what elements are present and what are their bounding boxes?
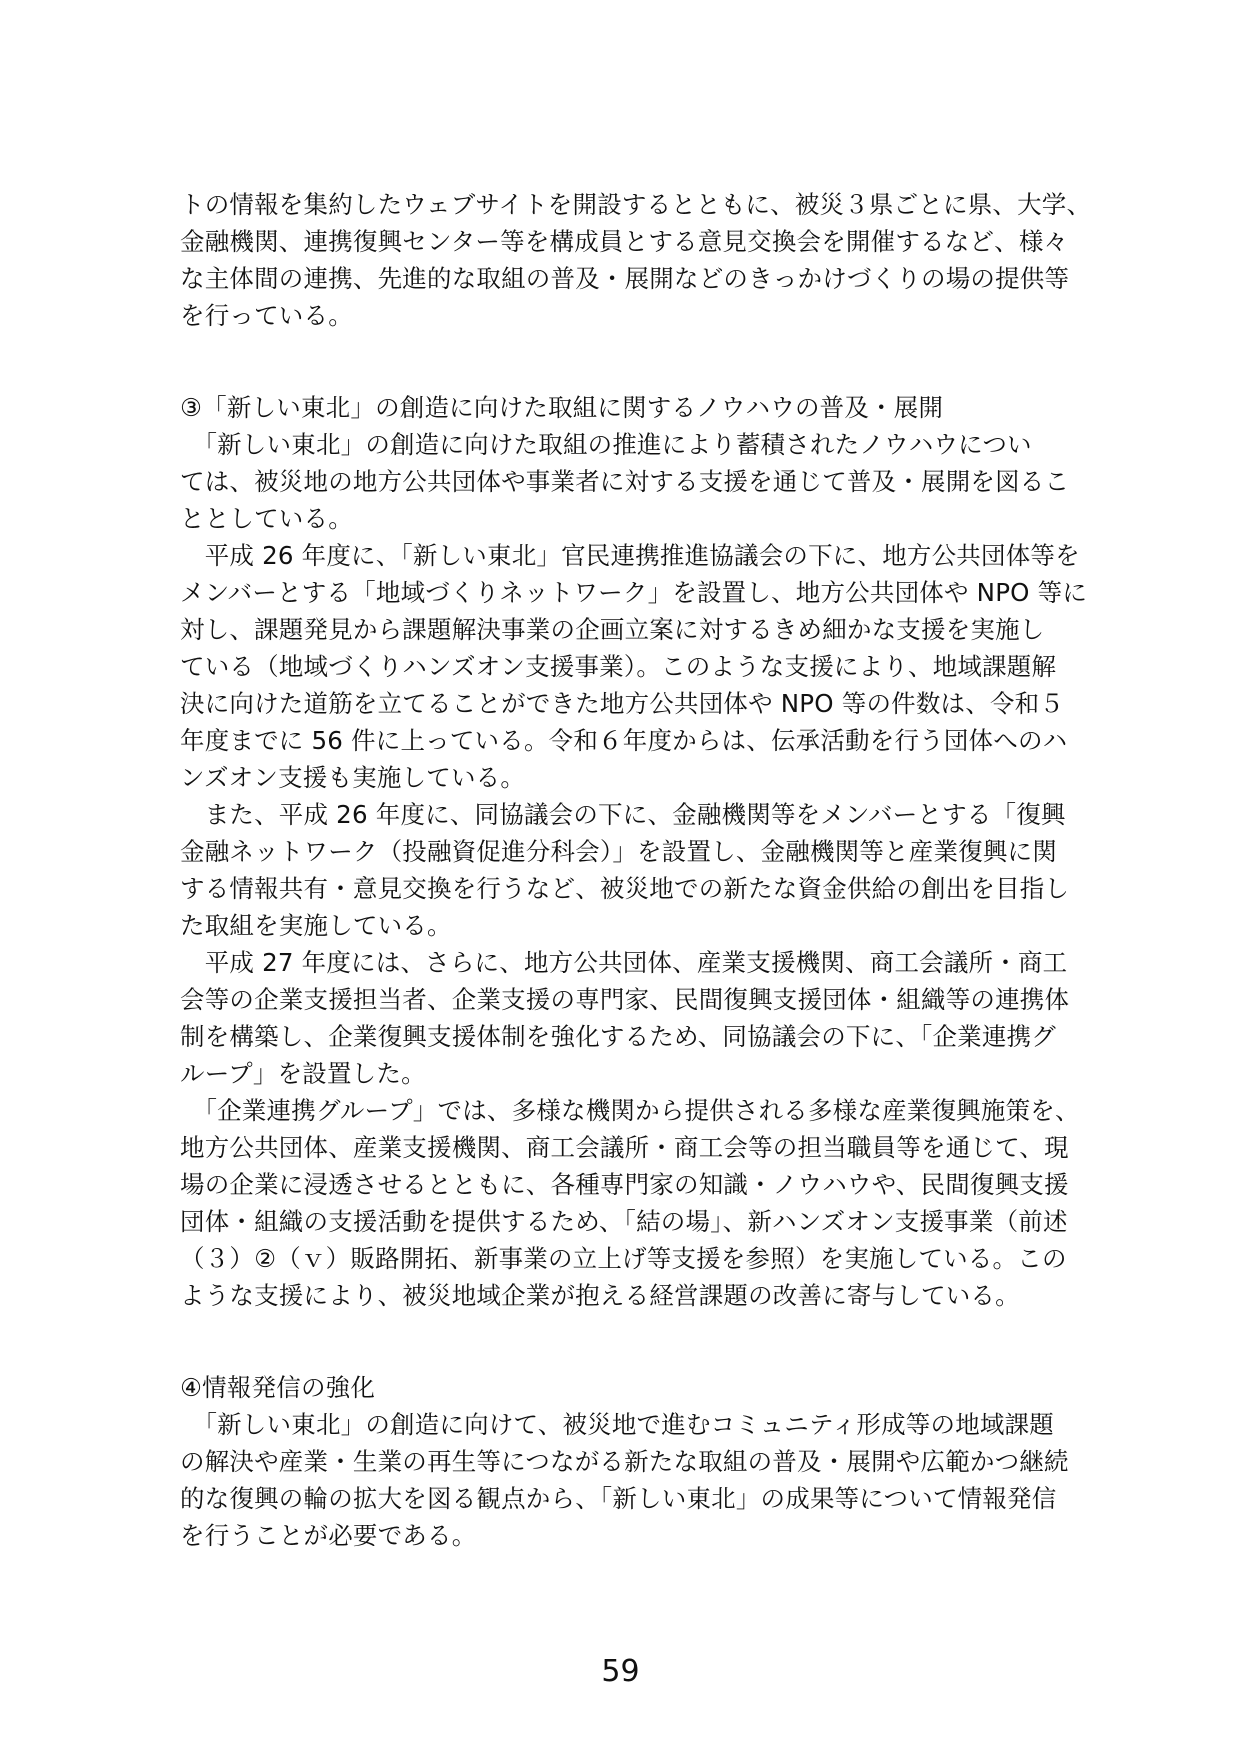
body-text-line: （３）②（ｖ）販路開拓、新事業の立上げ等支援を参照）を実施している。この: [180, 1244, 1067, 1273]
page-number: 59: [601, 1654, 640, 1689]
body-text-line: また、平成 26 年度に、同協議会の下に、金融機関等をメンバーとする「復興: [180, 800, 1066, 829]
body-text-line: 団体・組織の支援活動を提供するため、「結の場」、新ハンズオン支援事業（前述: [180, 1207, 1068, 1236]
body-text-line: 対し、課題発見から課題解決事業の企画立案に対するきめ細かな支援を実施し: [180, 615, 1045, 644]
body-text-line: ループ」を設置した。: [180, 1059, 426, 1088]
body-text-line: た取組を実施している。: [180, 911, 452, 940]
body-text-line: ては、被災地の地方公共団体や事業者に対する支援を通じて普及・展開を図るこ: [180, 467, 1070, 496]
section-heading: ④情報発信の強化: [180, 1373, 376, 1402]
body-text-line: 「新しい東北」の創造に向けた取組の推進により蓄積されたノウハウについ: [180, 430, 1032, 459]
body-text-line: ような支援により、被災地域企業が抱える経営課題の改善に寄与している。: [180, 1281, 1020, 1310]
body-text-line: 金融ネットワーク（投融資促進分科会）」を設置し、金融機関等と産業復興に関: [180, 837, 1057, 866]
body-text-line: 「新しい東北」の創造に向けて、被災地で進むコミュニティ形成等の地域課題: [180, 1410, 1055, 1439]
body-text-line: 制を構築し、企業復興支援体制を強化するため、同協議会の下に、「企業連携グ: [180, 1022, 1056, 1051]
body-text-line: する情報共有・意見交換を行うなど、被災地での新たな資金供給の創出を目指し: [180, 874, 1070, 903]
body-text-line: 決に向けた道筋を立てることができた地方公共団体や NPO 等の件数は、令和５: [180, 689, 1065, 718]
body-text-line: を行っている。: [180, 301, 353, 330]
body-text-line: メンバーとする「地域づくりネットワーク」を設置し、地方公共団体や NPO 等に: [180, 578, 1088, 607]
body-text-line: ている（地域づくりハンズオン支援事業）。このような支援により、地域課題解: [180, 652, 1057, 681]
body-text-line: 平成 26 年度に、「新しい東北」官民連携推進協議会の下に、地方公共団体等を: [180, 541, 1080, 570]
body-text-line: の解決や産業・生業の再生等につながる新たな取組の普及・展開や広範かつ継続: [180, 1447, 1069, 1476]
body-text-line: 会等の企業支援担当者、企業支援の専門家、民間復興支援団体・組織等の連携体: [180, 985, 1070, 1014]
body-text-line: ととしている。: [180, 504, 353, 533]
section-heading: ③「新しい東北」の創造に向けた取組に関するノウハウの普及・展開: [180, 393, 944, 422]
body-text-line: 地方公共団体、産業支援機関、商工会議所・商工会等の担当職員等を通じて、現: [180, 1133, 1069, 1162]
body-text-line: 年度までに 56 件に上っている。令和６年度からは、伝承活動を行う団体へのハ: [180, 726, 1068, 755]
body-text-line: トの情報を集約したウェブサイトを開設するとともに、被災３県ごとに県、大学、: [180, 190, 1092, 219]
body-text-line: 場の企業に浸透させるとともに、各種専門家の知識・ノウハウや、民間復興支援: [180, 1170, 1069, 1199]
body-text-line: 「企業連携グループ」では、多様な機関から提供される多様な産業復興施策を、: [180, 1096, 1080, 1125]
body-text-line: 金融機関、連携復興センター等を構成員とする意見交換会を開催するなど、様々: [180, 227, 1069, 256]
body-text-line: 的な復興の輪の拡大を図る観点から、「新しい東北」の成果等について情報発信: [180, 1484, 1057, 1513]
body-text-line: な主体間の連携、先進的な取組の普及・展開などのきっかけづくりの場の提供等: [180, 264, 1070, 293]
body-text-line: を行うことが必要である。: [180, 1521, 477, 1550]
body-text-line: ンズオン支援も実施している。: [180, 763, 526, 792]
body-text-line: 平成 27 年度には、さらに、地方公共団体、産業支援機関、商工会議所・商工: [180, 948, 1068, 977]
